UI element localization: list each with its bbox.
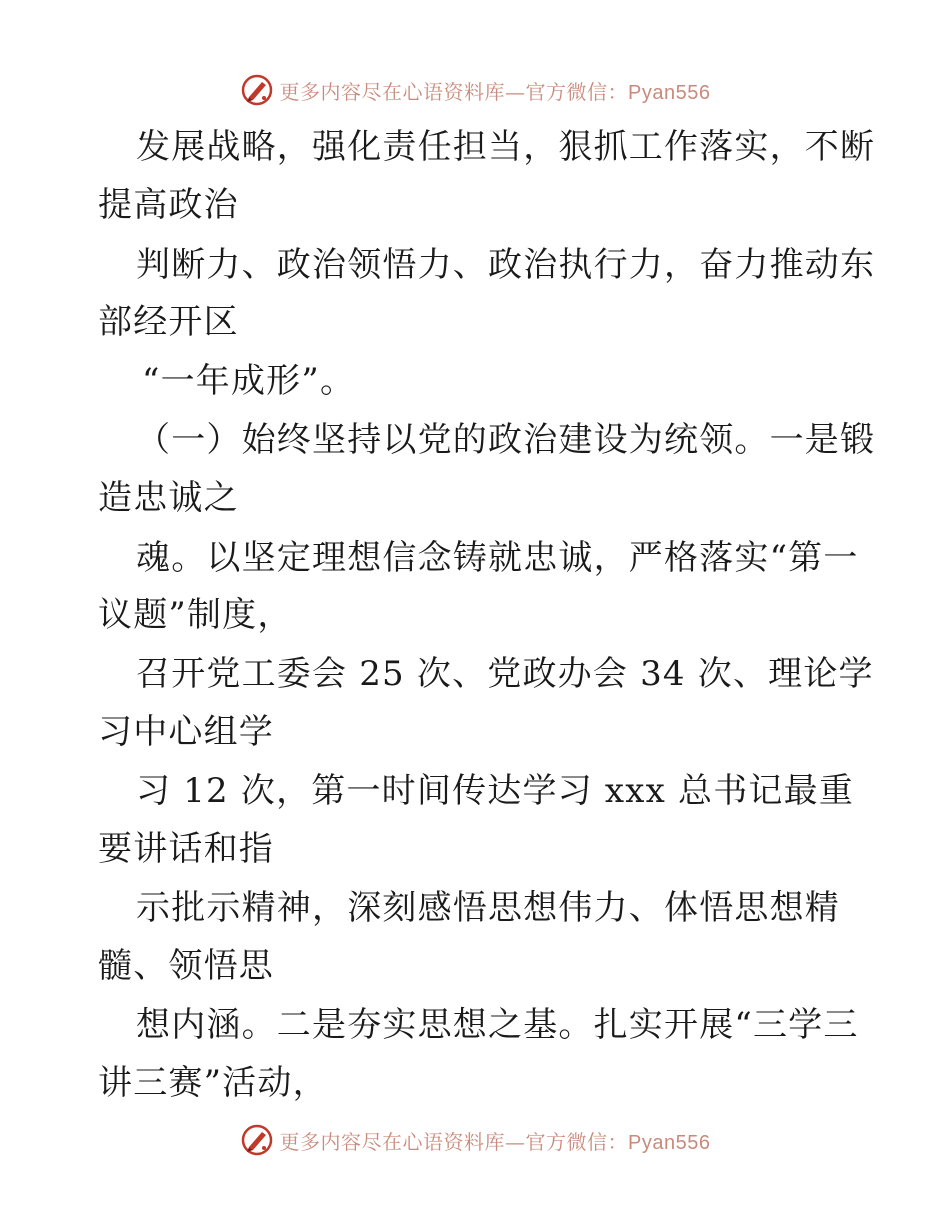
text-line: 召开党工委会 25 次、党政办会 34 次、理论学 <box>136 654 874 694</box>
text-line: 魂。以坚定理想信念铸就忠诚，严格落实“第一 <box>136 538 859 578</box>
text-line: 习中心组学 <box>98 712 274 752</box>
watermark-text: 更多内容尽在心语资料库—官方微信：Pyan556 <box>279 1129 711 1154</box>
text-line: 习 12 次，第一时间传达学习 xxx 总书记最重 <box>136 771 855 811</box>
text-line: 想内涵。二是夯实思想之基。扎实开展“三学三 <box>136 1005 859 1045</box>
header-watermark <box>0 70 950 110</box>
watermark-text: 更多内容尽在心语资料库—官方微信：Pyan556 <box>279 79 711 104</box>
text-line: 示批示精神，深刻感悟思想伟力、体悟思想精 <box>136 888 840 928</box>
text-line: 讲三赛”活动， <box>98 1063 328 1103</box>
pen-logo-icon <box>240 73 274 107</box>
text-line: 部经开区 <box>98 302 239 342</box>
text-line: 造忠诚之 <box>98 478 239 518</box>
text-line: （一）始终坚持以党的政治建设为统领。一是锻 <box>136 420 876 460</box>
text-line: 提高政治 <box>98 185 239 225</box>
footer-watermark <box>0 1120 950 1160</box>
text-line: “一年成形”。 <box>142 361 356 401</box>
pen-logo-icon <box>240 1123 274 1157</box>
text-line: 判断力、政治领悟力、政治执行力，奋力推动东 <box>136 245 876 285</box>
text-line: 发展战略，强化责任担当，狠抓工作落实，不断 <box>136 127 876 167</box>
text-line: 髓、领悟思 <box>98 946 274 986</box>
text-line: 议题”制度， <box>98 595 293 635</box>
text-line: 要讲话和指 <box>98 829 274 869</box>
